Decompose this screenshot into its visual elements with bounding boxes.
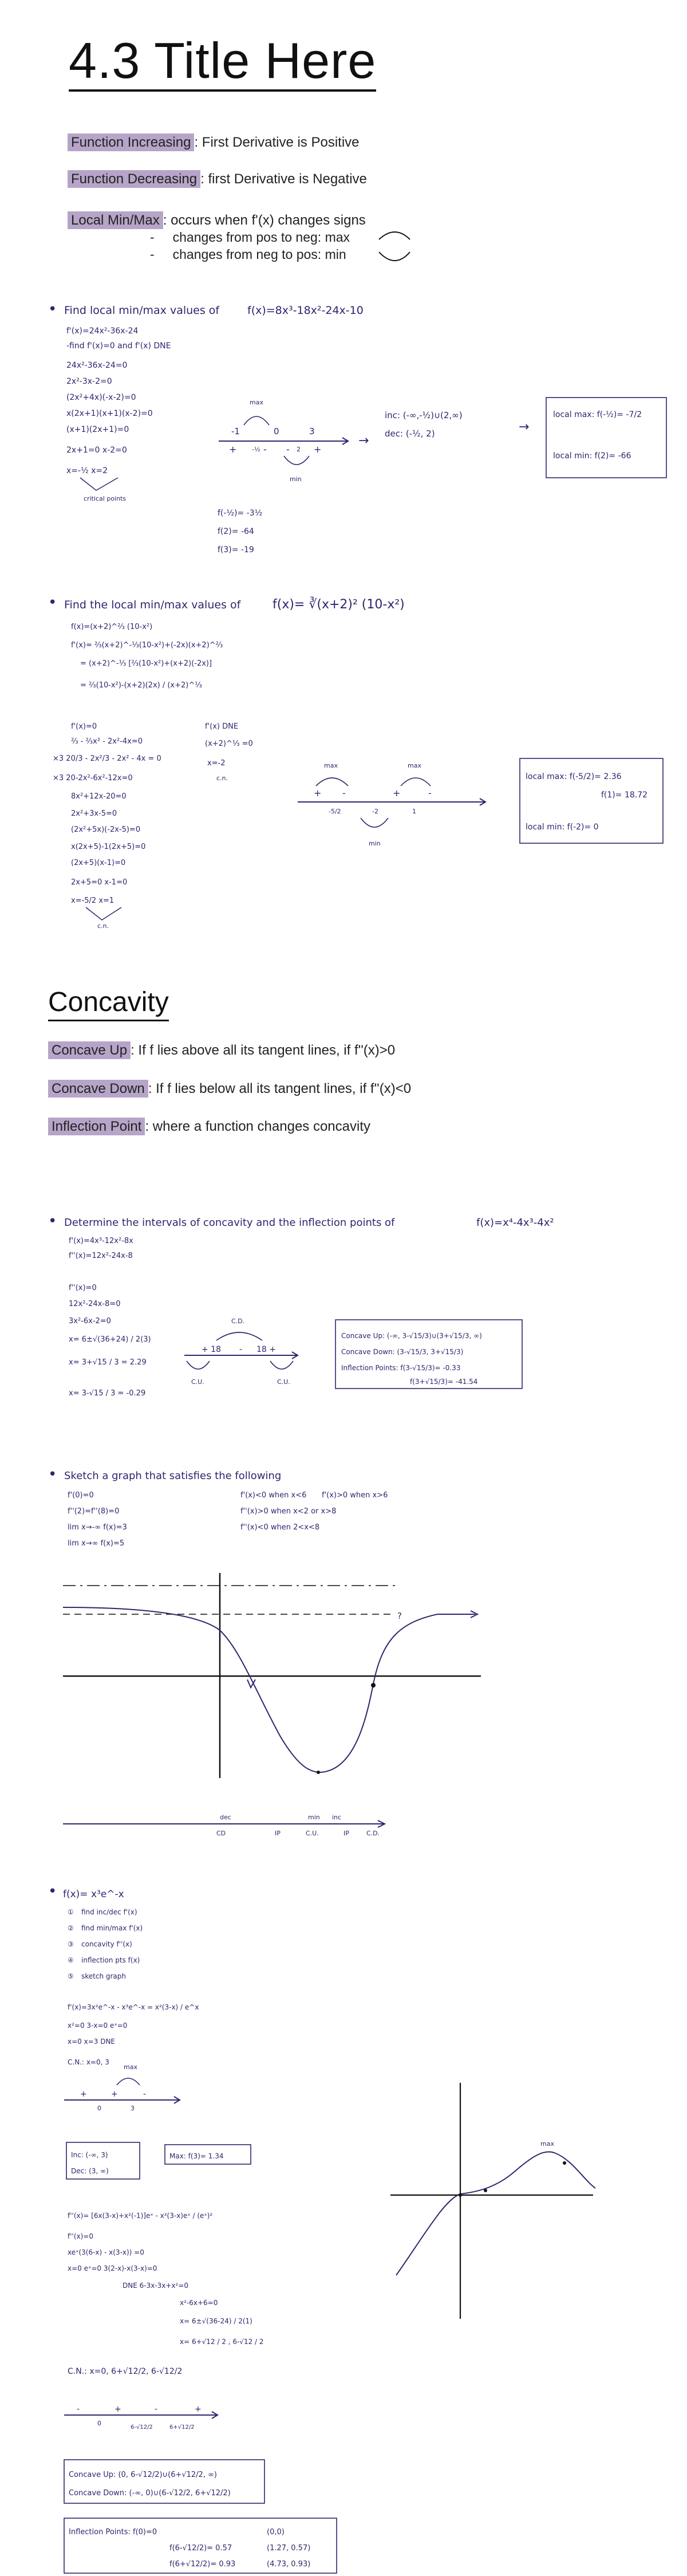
svg-text:f(2)= -64: f(2)= -64 [218,527,254,536]
term-concave-up: Concave Up [48,1041,131,1059]
min-arc-icon [379,252,410,261]
svg-text:f(x)=(x+2)^⅔ (10-x²): f(x)=(x+2)^⅔ (10-x²) [71,623,153,631]
svg-text:f(x)= x³e^-x: f(x)= x³e^-x [63,1889,124,1900]
svg-text:-: - [155,2405,158,2414]
svg-text:C.D.: C.D. [366,1830,380,1837]
svg-text:(1.27, 0.57): (1.27, 0.57) [267,2544,311,2553]
svg-text:f'(x)=24x²-36x-24: f'(x)=24x²-36x-24 [66,327,139,336]
svg-text:Concave Up: (-∞, 3-√15/3)∪(3+√: Concave Up: (-∞, 3-√15/3)∪(3+√15/3, ∞) [341,1332,482,1340]
svg-text:f(1)= 18.72: f(1)= 18.72 [601,791,648,800]
svg-text:(x+2)^⅓ =0: (x+2)^⅓ =0 [205,740,253,748]
svg-text:Find the local min/max values: Find the local min/max values of [64,599,241,611]
svg-text:0: 0 [274,426,279,436]
ex1-work [66,327,171,475]
svg-text:x(2x+1)(x+1)(x-2)=0: x(2x+1)(x+1)(x-2)=0 [66,409,153,418]
desc-concave-down: : If f lies below all its tangent lines, if f''(x)<0 [148,1081,412,1096]
svg-text:3: 3 [309,426,315,436]
desc-increasing: : First Derivative is Positive [194,135,360,150]
svg-text:12x²-24x-8=0: 12x²-24x-8=0 [69,1300,121,1308]
svg-text:x=0 eˣ=0 3(2-x)-x(3-: x=0 eˣ=0 3(2-x)-x(3-x)=0 [68,2264,157,2272]
svg-text:③: ③ [68,1940,74,1948]
svg-text:max: max [124,2063,137,2071]
svg-text:2x+1=0 x-2=0: 2x+1=0 x-2=0 [66,446,127,455]
svg-text:8x²+12x-20=0: 8x²+12x-20=0 [71,792,127,801]
svg-text:?: ? [397,1611,402,1621]
svg-text:×3 20/3 - 2x²/3 - 2x² - 4x =: ×3 20/3 - 2x²/3 - 2x² - 4x = 0 [53,754,161,763]
svg-text:0: 0 [97,2105,101,2112]
svg-text:f'(x)=4x³-12x²-8x: f'(x)=4x³-12x²-8x [69,1237,133,1245]
svg-text:②: ② [68,1924,74,1932]
svg-text:f''(x)=12x²-24x-8: f''(x)=12x²-24x-8 [69,1252,133,1260]
example-5 [48,1883,595,2573]
svg-text:f'(x)=3x²e^-x - x³e^-x = x²(3-: f'(x)=3x²e^-x - x³e^-x = x²(3-x) / e^x [68,2003,199,2011]
svg-text:+: + [229,444,237,455]
svg-text:④: ④ [68,1956,74,1964]
minmax-sub2: - changes from neg to pos: min [150,247,346,262]
svg-text:2x+5=0 x-1=0: 2x+5=0 x-1=0 [71,878,128,887]
svg-text:Concave Down: (3-√15/3, 3+√15/: Concave Down: (3-√15/3, 3+√15/3) [341,1348,464,1356]
svg-text:x=-½ x=2: x=-½ x=2 [66,466,108,475]
svg-text:f(6-√12/2)= 0.57: f(6-√12/2)= 0.57 [169,2544,232,2553]
svg-text:-find f'(x)=0 and f'(x) DNE: -find f'(x)=0 and f'(x) DNE [66,341,171,351]
svg-text:24x²-36x-24=0: 24x²-36x-24=0 [66,361,128,370]
desc-concave-up: : If f lies above all its tangent lines, if f''(x)>0 [131,1043,396,1058]
svg-text:(4.73, 0.93): (4.73, 0.93) [267,2560,311,2569]
svg-text:-1: -1 [231,426,240,436]
svg-text:18 +: 18 + [256,1345,276,1354]
svg-text:c.n.: c.n. [216,774,228,782]
svg-text:f'(x)>0 when x>6: f'(x)>0 when x>6 [322,1491,388,1500]
svg-text:C.D.: C.D. [231,1318,245,1325]
svg-text:+ 18: + 18 [202,1345,221,1354]
desc-inflection: : where a function changes concavity [145,1119,370,1134]
def-increasing [68,133,360,152]
svg-text:lim x→-∞ f(x)=3: lim x→-∞ f(x)=3 [68,1523,127,1532]
svg-text:2x²+3x-5=0: 2x²+3x-5=0 [71,809,117,818]
svg-text:⅔ - ⅔x² - 2x²-4x=0: ⅔ - ⅔x² - 2x²-4x=0 [71,737,143,746]
svg-text:Sketch a graph that satisfies: Sketch a graph that satisfies the following [64,1470,282,1482]
svg-text:x= 6±√(36-24) / 2(1): x= 6±√(36-24) / 2(1) [180,2317,252,2325]
svg-text:max: max [408,762,421,769]
svg-text:(0,0): (0,0) [267,2528,285,2536]
svg-text:local min: f(2)= -66: local min: f(2)= -66 [553,451,631,461]
svg-text:x=-2: x=-2 [207,759,226,768]
ex1-fn: f(x)=8x³-18x²-24x-10 [247,304,364,317]
svg-text:x²-6x+6=0: x²-6x+6=0 [180,2299,218,2307]
svg-text:×3 20-2x²-6x²-12x=0: ×3 20-2x²-6x²-12x=0 [53,774,133,782]
term-concave-down: Concave Down [48,1080,148,1098]
example-1 [48,301,666,554]
svg-text:Inc: (-∞, 3): Inc: (-∞, 3) [71,2151,108,2159]
svg-text:→: → [358,434,369,448]
svg-text:-: - [428,788,432,799]
svg-text:3x²-6x-2=0: 3x²-6x-2=0 [69,1317,111,1326]
svg-text:f(x)=x⁴-4x³-4x²: f(x)=x⁴-4x³-4x² [476,1217,554,1229]
svg-text:x= 3-√15 / 3 = -0.29: x= 3-√15 / 3 = -0.29 [69,1389,146,1398]
svg-text:C.N.: x=0, 6+√12/2, 6-√12/2: C.N.: x=0, 6+√12/2, 6-√12/2 [68,2367,183,2376]
svg-text:local max: f(-½)= -7/2: local max: f(-½)= -7/2 [553,410,642,419]
svg-text:⑤: ⑤ [68,1972,74,1980]
svg-text:+: + [393,788,401,799]
svg-text:Dec: (3, ∞): Dec: (3, ∞) [71,2167,109,2175]
svg-text:-: - [263,444,267,455]
svg-text:+: + [114,2405,121,2414]
svg-text:max: max [324,762,338,769]
example-4 [48,1466,481,1837]
svg-text:Inflection Points: f(3-√15/3)=: Inflection Points: f(3-√15/3)= -0.33 [341,1364,461,1372]
svg-text:6-√12/2: 6-√12/2 [131,2424,153,2431]
svg-text:2: 2 [297,446,301,453]
svg-text:-2: -2 [372,808,378,815]
desc-localminmax: : occurs when f'(x) changes signs [163,213,366,228]
term-localminmax: Local Min/Max [68,211,163,229]
svg-text:f''(x)=0: f''(x)=0 [68,2232,93,2240]
svg-text:f(3)= -19: f(3)= -19 [218,545,254,554]
svg-text:+: + [195,2405,202,2414]
svg-text:find inc/dec f'(x): find inc/dec f'(x) [81,1908,137,1916]
svg-text:Concave Up: (0, 6-√12/2)∪(6+√1: Concave Up: (0, 6-√12/2)∪(6+√12/2, ∞) [69,2471,217,2479]
svg-text:x=0 x=3 DNE: x=0 x=3 DNE [68,2038,116,2046]
svg-text:find min/max f'(x): find min/max f'(x) [81,1924,143,1932]
svg-text:sketch graph: sketch graph [81,1972,127,1980]
svg-text:•: • [48,1213,57,1230]
svg-text:min: min [369,840,381,847]
svg-text:2x²-3x-2=0: 2x²-3x-2=0 [66,377,112,386]
svg-text:-: - [143,2090,147,2099]
svg-text:•: • [48,1883,57,1900]
section-title-concavity: Concavity [48,989,169,1021]
svg-text:-: - [342,788,346,799]
svg-text:f''(x)= [6x(3-x)+x²(-1)]eˣ - x: f''(x)= [6x(3-x)+x²(-1)]eˣ - x²(3-x)eˣ / (eˣ)² [68,2212,213,2220]
svg-text:max: max [250,399,263,406]
page-title: 4.3 Title Here [69,36,376,92]
svg-text:f''(x)>0 when x<2 or x>8: f''(x)>0 when x<2 or x>8 [240,1507,337,1516]
svg-text:f'(0)=0: f'(0)=0 [68,1491,94,1500]
def-inflection [48,1117,370,1136]
svg-text:Max: f(3)= 1.34: Max: f(3)= 1.34 [169,2152,224,2160]
svg-text:+: + [80,2090,87,2099]
svg-text:inflection pts f(x): inflection pts f(x) [81,1956,140,1964]
svg-text:C.U.: C.U. [277,1378,290,1386]
svg-text:f(6+√12/2)= 0.93: f(6+√12/2)= 0.93 [169,2560,236,2569]
svg-text:1: 1 [412,808,416,815]
svg-text:0: 0 [97,2420,101,2427]
def-localminmax [68,211,366,230]
svg-text:concavity f''(x): concavity f''(x) [81,1940,132,1948]
svg-text:IP: IP [275,1830,281,1837]
svg-text:C.U.: C.U. [306,1830,319,1837]
svg-text:max: max [540,2140,554,2148]
svg-text:-: - [239,1345,243,1354]
svg-text:(2x²+5x)(-2x-5)=0: (2x²+5x)(-2x-5)=0 [71,825,141,834]
example-3 [48,1213,554,1398]
bullet: • [48,301,57,318]
svg-text:(x+1)(2x+1)=0: (x+1)(2x+1)=0 [66,425,129,434]
svg-text:•: • [48,1466,57,1483]
svg-text:-½: -½ [252,446,260,453]
term-decreasing: Function Decreasing [68,170,200,188]
svg-text:min: min [308,1814,320,1821]
svg-text:min: min [290,475,302,483]
svg-text:f'(x)<0 when x<6: f'(x)<0 when x<6 [240,1491,307,1500]
svg-text:x²=0 3-x=0 eˣ=0: x²=0 3-x=0 eˣ=0 [68,2022,128,2030]
svg-text:local max: f(-5/2)= 2.36: local max: f(-5/2)= 2.36 [526,772,622,781]
svg-text:①: ① [68,1908,74,1916]
term-inflection: Inflection Point [48,1118,145,1135]
svg-text:(2x+5)(x-1)=0: (2x+5)(x-1)=0 [71,859,126,867]
svg-text:-5/2: -5/2 [329,808,341,815]
svg-text:= ⅔(10-x²)-(x+2)(2x) / (x+2)^⅓: = ⅔(10-x²)-(x+2)(2x) / (x+2)^⅓ [80,681,202,690]
svg-text:x= 3+√15 / 3 = 2.29: x= 3+√15 / 3 = 2.29 [69,1358,147,1367]
svg-text:x=-5/2 x=1: x=-5/2 x=1 [71,896,114,905]
term-increasing: Function Increasing [68,133,194,151]
ex1-prompt: Find local min/max values of [64,304,220,317]
svg-text:3: 3 [131,2105,135,2112]
svg-text:dec: dec [220,1814,231,1821]
svg-text:-: - [286,444,290,455]
minmax-sub1: - changes from pos to neg: max [150,230,350,245]
svg-text:IP: IP [344,1830,349,1837]
svg-text:x= 6±√(36+24) / 2(3): x= 6±√(36+24) / 2(3) [69,1335,151,1344]
example-2 [48,594,663,930]
svg-text:f''(2)=f''(8)=0: f''(2)=f''(8)=0 [68,1507,120,1516]
def-decreasing [68,170,367,189]
svg-text:-: - [77,2405,80,2414]
def-concave-up [48,1041,395,1060]
svg-text:f''(x)=0: f''(x)=0 [69,1284,97,1292]
svg-text:xeˣ(3(6-x) - x(3-x)) =0: xeˣ(3(6-x) - x(3-x)) =0 [68,2248,144,2256]
svg-text:inc: inc [332,1814,342,1821]
def-concave-down [48,1079,411,1099]
svg-text:+: + [111,2090,118,2099]
svg-text:f'(x)=0: f'(x)=0 [71,722,97,731]
svg-text:Inflection Points: f(0)=0: Inflection Points: f(0)=0 [69,2528,157,2536]
svg-text:dec: (-½, 2): dec: (-½, 2) [385,428,435,439]
svg-text:DNE 6-3x-3x+x²=0: DNE 6-3x-3x+x²=0 [123,2282,189,2290]
svg-text:= (x+2)^-⅓ [⅔(10-x²)+(x+2)(-2x: = (x+2)^-⅓ [⅔(10-x²)+(x+2)(-2x)] [80,659,212,668]
svg-text:(2x²+4x)(-x-2)=0: (2x²+4x)(-x-2)=0 [66,393,136,402]
svg-text:lim x→∞ f(x)=5: lim x→∞ f(x)=5 [68,1539,125,1548]
max-arc-icon [379,232,410,239]
svg-text:•: • [48,594,57,611]
svg-text:Concave Down: (-∞, 0)∪(6-√12/2: Concave Down: (-∞, 0)∪(6-√12/2, 6+√12/2) [69,2489,231,2498]
svg-text:local min: f(-2)= 0: local min: f(-2)= 0 [526,823,599,832]
svg-text:6+√12/2: 6+√12/2 [169,2424,195,2431]
svg-text:CD: CD [216,1830,226,1837]
svg-text:f(x)= ∛(x+2)² (10-x²): f(x)= ∛(x+2)² (10-x²) [273,597,405,612]
svg-text:f'(x) DNE: f'(x) DNE [205,722,239,731]
svg-text:Determine the intervals of con: Determine the intervals of concavity and the inflection points of [64,1217,395,1229]
svg-text:f''(x)<0 when 2<x<8: f''(x)<0 when 2<x<8 [240,1523,320,1532]
svg-text:x= 6+√12 / 2 , 6-√12 / 2: x= 6+√12 / 2 , 6-√12 / 2 [180,2338,264,2346]
svg-text:+: + [314,444,322,455]
svg-text:+: + [314,788,322,799]
svg-text:c.n.: c.n. [97,922,109,930]
svg-text:f(3+√15/3)= -41.54: f(3+√15/3)= -41.54 [410,1378,478,1386]
desc-decreasing: : first Derivative is Negative [200,171,367,187]
svg-text:inc: (-∞,-½)∪(2,∞): inc: (-∞,-½)∪(2,∞) [385,410,463,420]
svg-text:C.U.: C.U. [191,1378,204,1386]
ex1-critical-label: critical points [84,495,127,502]
svg-text:→: → [519,420,530,434]
svg-text:f'(x)= ⅔(x+2)^-⅓(10-x²)+(-2x)(: f'(x)= ⅔(x+2)^-⅓(10-x²)+(-2x)(x+2)^⅔ [71,641,223,650]
svg-text:C.N.: x=0, 3: C.N.: x=0, 3 [68,2058,109,2066]
svg-text:f(-½)= -3½: f(-½)= -3½ [218,509,263,518]
svg-text:x(2x+5)-1(2x+5)=0: x(2x+5)-1(2x+5)=0 [71,843,146,851]
